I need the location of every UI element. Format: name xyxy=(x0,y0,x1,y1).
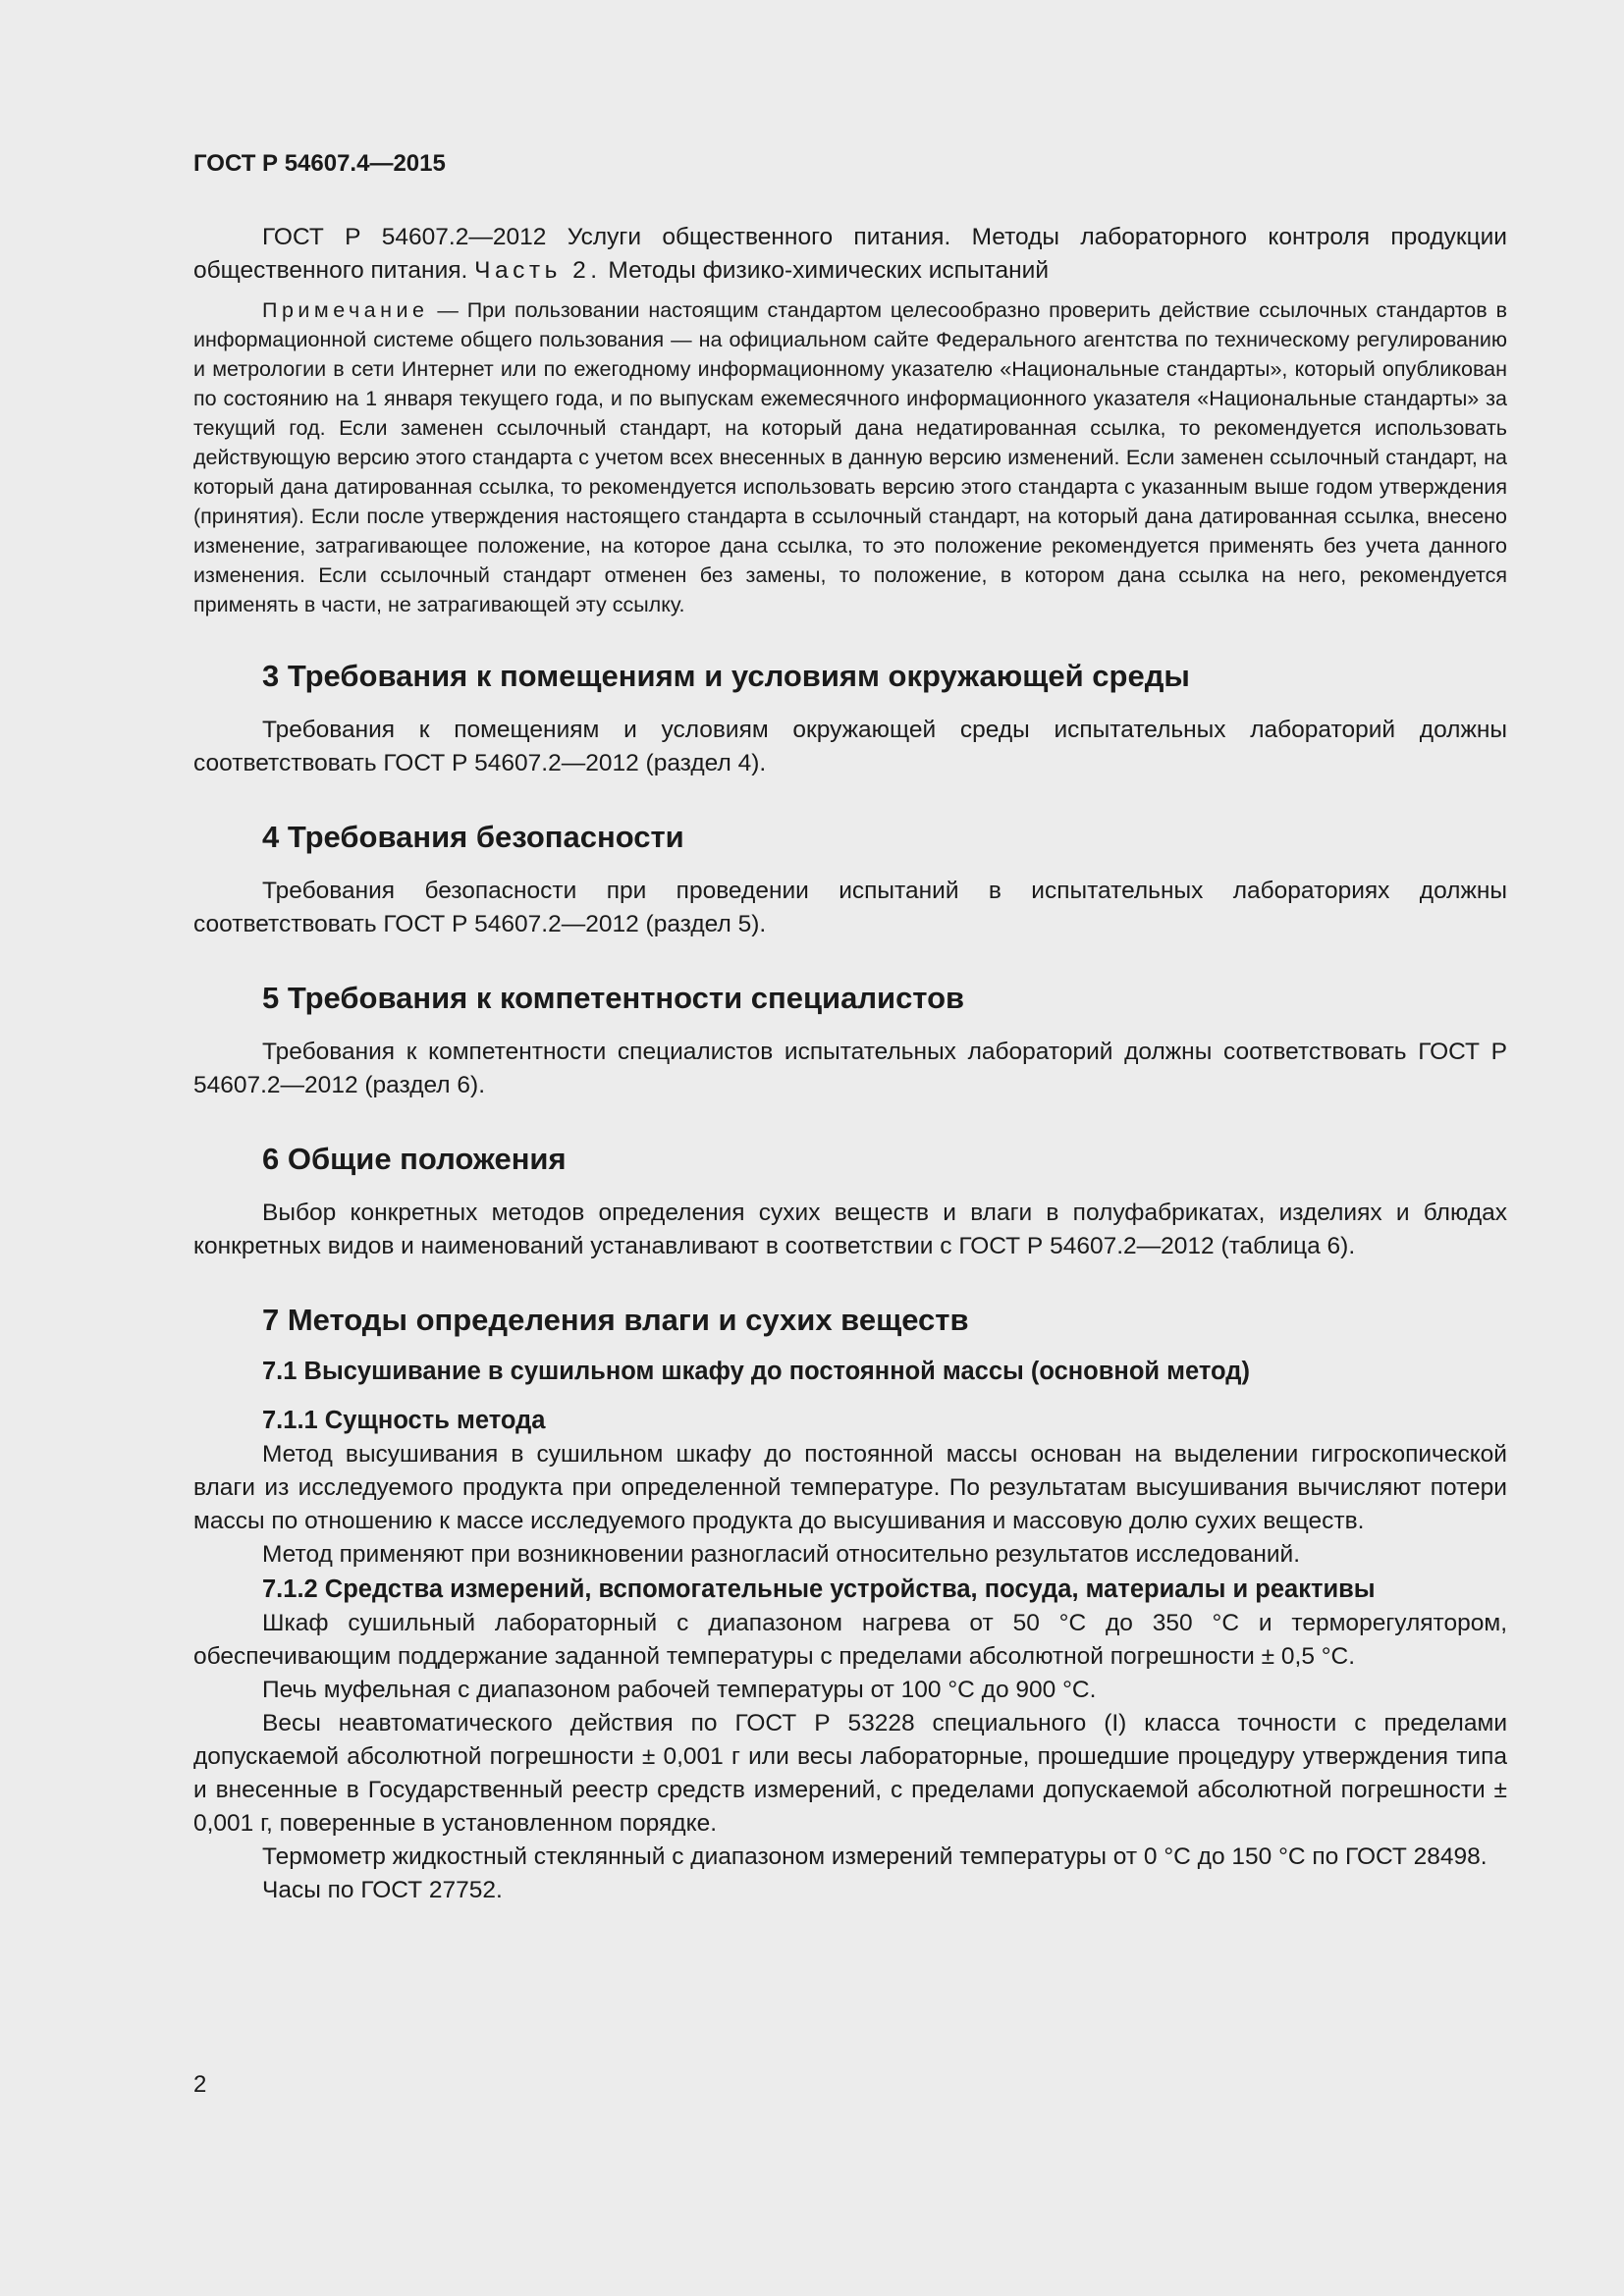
spacer xyxy=(193,780,1507,818)
spacer xyxy=(193,941,1507,979)
subsection-7-1-2-title: 7.1.2 Средства измерений, вспомогательные устройства, посуда, материалы и реактивы xyxy=(262,1575,1376,1603)
subsection-7-1-2-paragraph-2: Печь муфельная с диапазоном рабочей температуры от 100 °С до 900 °С. xyxy=(262,1677,1097,1703)
subsection-7-1-1-paragraph-1: Метод высушивания в сушильном шкафу до постоянной массы основан на выделении гигроскопической влаги из исследуемого продукта при определенной температуре. По результатам высушивания вычисляют потери массы по отношению к массе исследуемого продукта до высушивания и массовую долю сухих веществ. xyxy=(193,1441,1507,1534)
section-4-title: 4 Требования безопасности xyxy=(262,820,684,854)
spacer xyxy=(193,1102,1507,1140)
subsection-7-1-1-paragraph-2: Метод применяют при возникновении разногласий относительно результатов исследований. xyxy=(262,1541,1301,1568)
document-header: ГОСТ Р 54607.4—2015 xyxy=(193,150,446,177)
subsection-7-1-title: 7.1 Высушивание в сушильном шкафу до постоянной массы (основной метод) xyxy=(262,1358,1250,1385)
spacer xyxy=(193,696,1507,714)
section-3-title: 3 Требования к помещениям и условиям окружающей среды xyxy=(262,659,1190,693)
spacer xyxy=(193,619,1507,657)
page-number: 2 xyxy=(193,2071,207,2098)
reference-text-b: Методы физико-химических испытаний xyxy=(601,257,1050,284)
section-5-text: Требования к компетентности специалистов испытательных лабораторий должны соответствовать ГОСТ Р 54607.2—2012 (раздел 6). xyxy=(193,1039,1507,1098)
normative-reference xyxy=(193,221,1507,288)
section-5-title: 5 Требования к компетентности специалистов xyxy=(262,981,965,1015)
note-paragraph xyxy=(193,295,1507,619)
subsection-7-1-1-title: 7.1.1 Сущность метода xyxy=(262,1407,546,1434)
section-7-title: 7 Методы определения влаги и сухих веществ xyxy=(262,1303,969,1337)
section-3-text: Требования к помещениям и условиям окружающей среды испытательных лабораторий должны соответствовать ГОСТ Р 54607.2—2012 (раздел 4). xyxy=(193,717,1507,776)
spacer xyxy=(193,1018,1507,1036)
spacer xyxy=(193,1179,1507,1197)
reference-text-a: ГОСТ Р 54607.2—2012 Услуги общественного питания. Методы лабораторного контроля продукции общественного питания. xyxy=(193,224,1507,284)
section-6-text: Выбор конкретных методов определения сухих веществ и влаги в полуфабрикатах, изделиях и блюдах конкретных видов и наименований устанавливают в соответствии с ГОСТ Р 54607.2—2012 (таблица 6). xyxy=(193,1200,1507,1259)
spacer xyxy=(193,1340,1507,1354)
section-4-text: Требования безопасности при проведении испытаний в испытательных лабораториях должны соответствовать ГОСТ Р 54607.2—2012 (раздел 5). xyxy=(193,878,1507,937)
subsection-7-1-2-paragraph-4: Термометр жидкостный стеклянный с диапазоном измерений температуры от 0 °С до 150 °С по ГОСТ 28498. xyxy=(262,1843,1488,1870)
spacer xyxy=(193,857,1507,875)
reference-part: Часть 2. xyxy=(474,257,602,284)
subsection-7-1-2-paragraph-3: Весы неавтоматического действия по ГОСТ Р 53228 специального (I) класса точности с пределами допускаемой абсолютной погрешности ± 0,001 г или весы лабораторные, прошедшие процедуру утверждения типа и внесенные в Государственный реестр средств измерений, с пределами допускаемой абсолютной погрешности ± 0,001 г, поверенные в установленном порядке. xyxy=(193,1710,1507,1837)
spacer xyxy=(193,1263,1507,1301)
subsection-7-1-2-paragraph-5: Часы по ГОСТ 27752. xyxy=(262,1877,503,1903)
spacer xyxy=(193,1389,1507,1403)
subsection-7-1-2-paragraph-1: Шкаф сушильный лабораторный с диапазоном нагрева от 50 °С до 350 °С и терморегулятором, обеспечивающим поддержание заданной температуры с пределами абсолютной погрешности ± 0,5 °С. xyxy=(193,1610,1507,1670)
document-content xyxy=(193,221,1507,1907)
note-text: — При пользовании настоящим стандартом целесообразно проверить действие ссылочных стандартов в информационной системе общего пользования — на официальном сайте Федерального агентства по техническому регулированию и метрологии в сети Интернет или по ежегодному информационному указателю «Национальные стандарты», который опубликован по состоянию на 1 января текущего года, и по выпускам ежемесячного информационного указателя «Национальные стандарты» за текущий год. Если заменен ссылочный стандарт, на который дана недатированная ссылка, то рекомендуется использовать действующую версию этого стандарта с учетом всех внесенных в данную версию изменений. Если заменен ссылочный стандарт, на который дана датированная ссылка, то рекомендуется использовать версию этого стандарта с указанным выше годом утверждения (принятия). Если после утверждения настоящего стандарта в ссылочный стандарт, на который дана датированная ссылка, внесено изменение, затрагивающее положение, на которое дана ссылка, то это положение рекомендуется применять без учета данного изменения. Если ссылочный стандарт отменен без замены, то положение, в котором дана ссылка на него, рекомендуется применять в части, не затрагивающей эту ссылку. xyxy=(193,298,1507,616)
note-label: Примечание xyxy=(262,298,429,322)
section-6-title: 6 Общие положения xyxy=(262,1142,567,1176)
